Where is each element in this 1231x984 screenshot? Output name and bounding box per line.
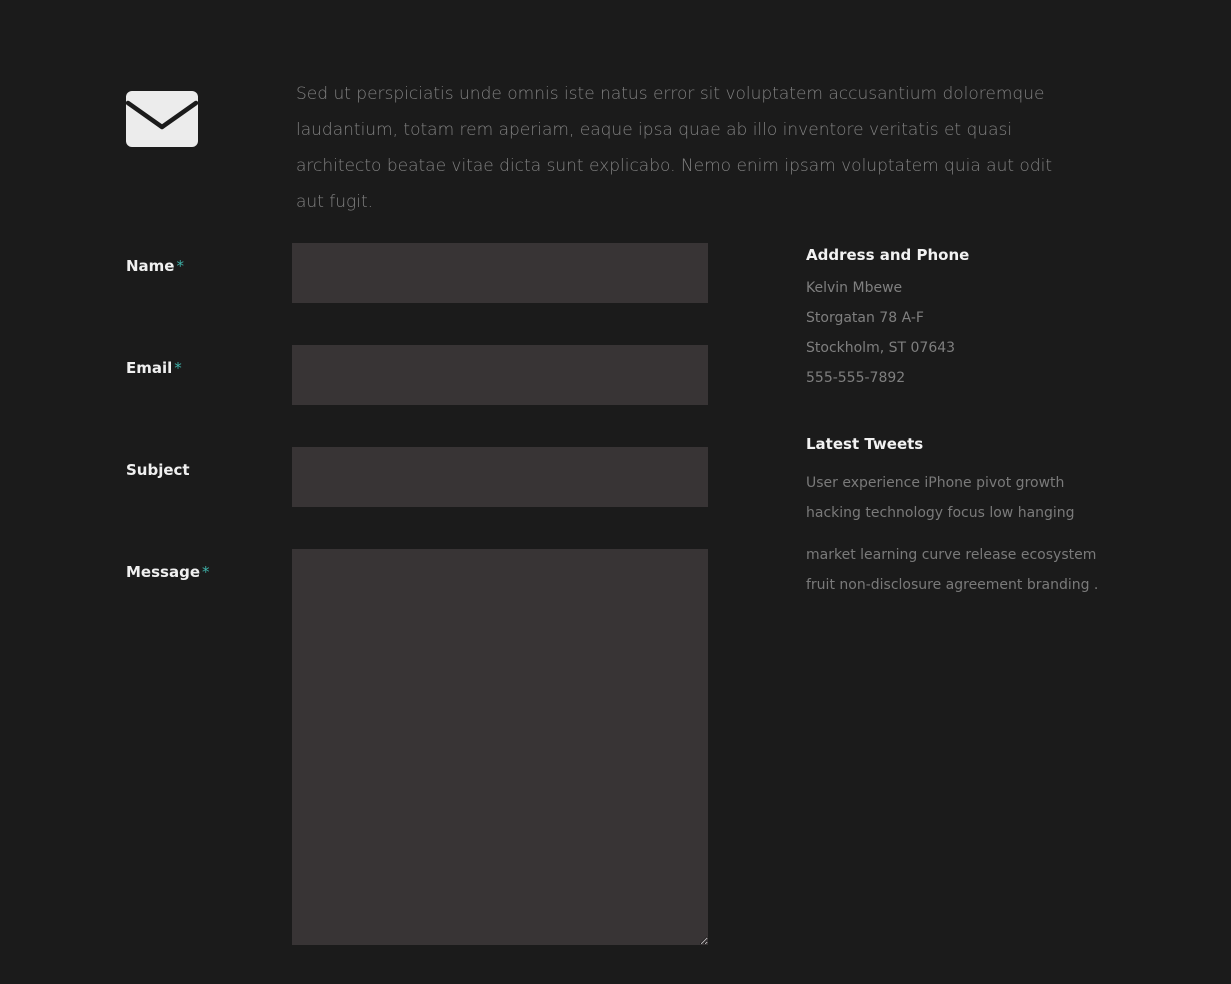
tweet-item: market learning curve release ecosystem fruit non-disclosure agreement branding .	[806, 547, 1099, 593]
address-title: Address and Phone	[806, 246, 970, 264]
address-lines	[806, 273, 1126, 393]
name-row	[126, 243, 708, 303]
email-required-mark: *	[174, 359, 182, 377]
address-name: Kelvin Mbewe	[806, 280, 903, 296]
email-label	[126, 359, 182, 377]
intro-text: Sed ut perspiciatis unde omnis iste natus error sit voluptatem accusantium doloremque laudantium, totam rem aperiam, eaque ipsa quae ab illo inventore veritatis et quasi architecto beatae vitae dicta sunt explicabo. Nemo enim ipsam voluptatem quia aut odit aut fugit.	[296, 84, 1052, 212]
message-label	[126, 563, 210, 581]
name-input[interactable]	[292, 243, 708, 303]
message-textarea[interactable]	[292, 549, 708, 945]
address-street: Storgatan 78 A-F	[806, 310, 924, 326]
email-input[interactable]	[292, 345, 708, 405]
envelope-icon	[126, 91, 198, 147]
message-required-mark: *	[202, 563, 210, 581]
tweet-item: User experience iPhone pivot growth hacking technology focus low hanging	[806, 475, 1075, 521]
name-required-mark: *	[176, 257, 184, 275]
name-label-text: Name	[126, 257, 175, 275]
message-row	[126, 549, 708, 945]
email-label-text: Email	[126, 359, 173, 377]
message-label-text: Message	[126, 563, 200, 581]
email-row	[126, 345, 708, 405]
tweets-title: Latest Tweets	[806, 435, 924, 453]
name-label	[126, 257, 184, 275]
subject-label	[126, 461, 190, 479]
address-city: Stockholm, ST 07643	[806, 340, 956, 356]
address-phone: 555-555-7892	[806, 370, 906, 386]
subject-row	[126, 447, 708, 507]
subject-label-text: Subject	[126, 461, 190, 479]
subject-input[interactable]	[292, 447, 708, 507]
contact-sidebar	[806, 243, 1126, 600]
